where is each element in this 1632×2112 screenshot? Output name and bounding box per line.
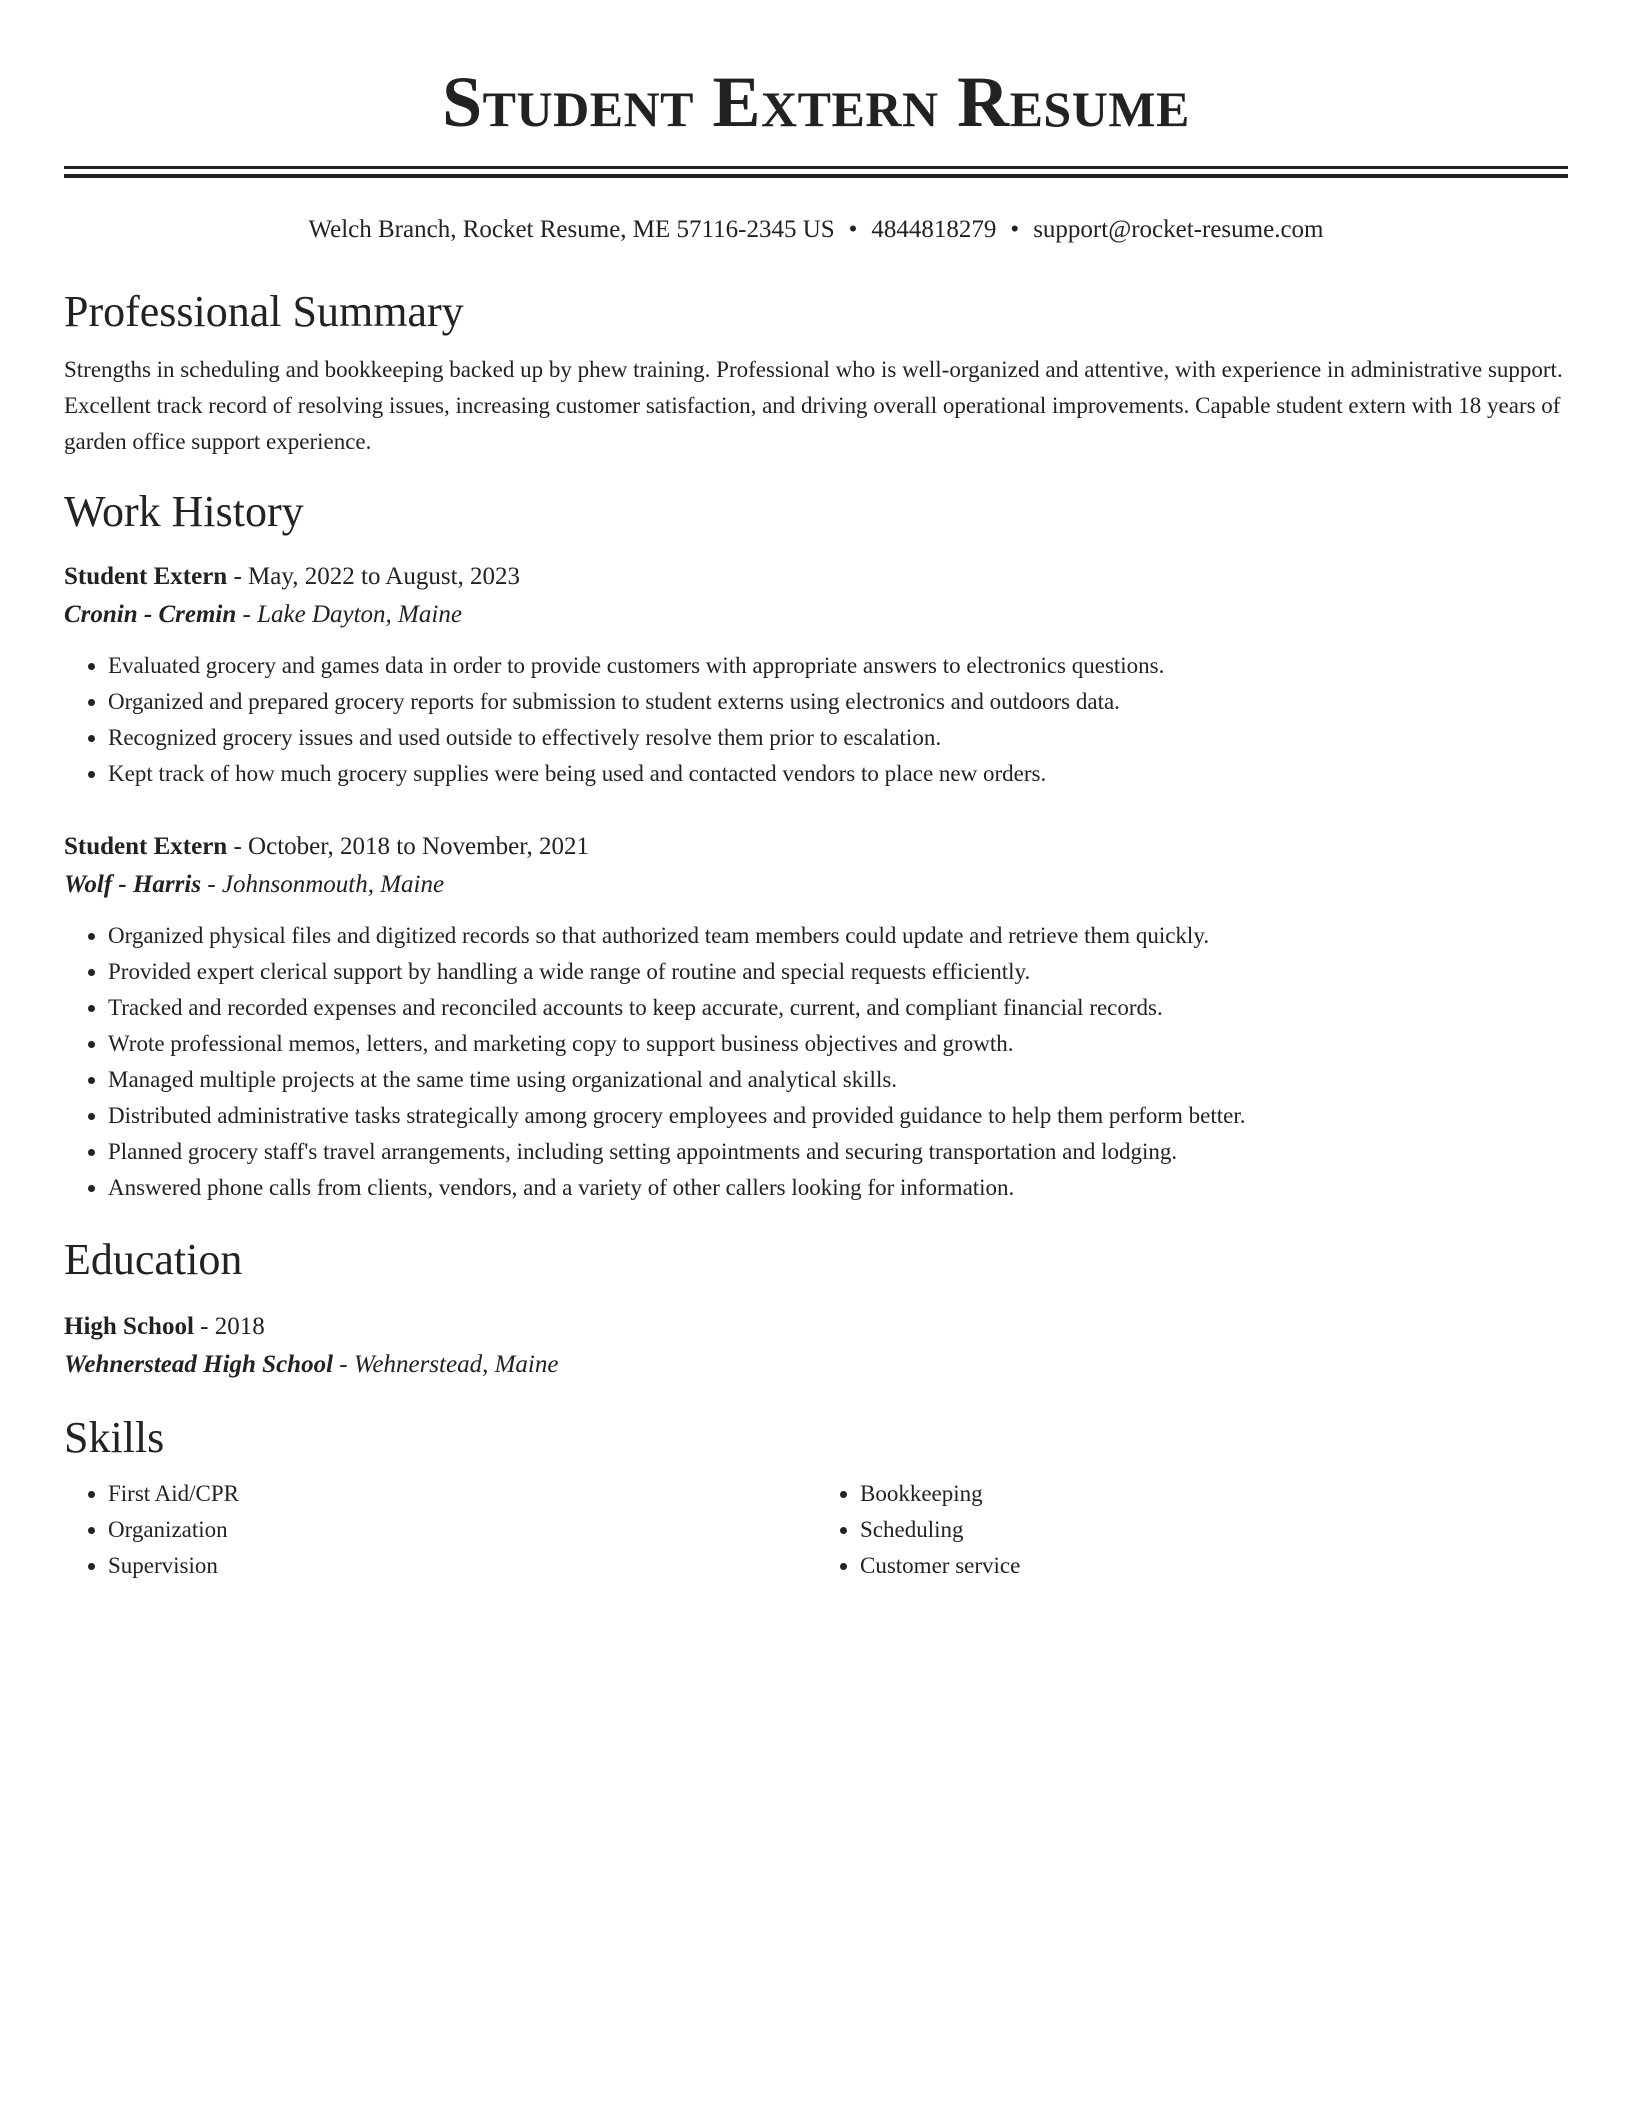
education-year: - 2018	[193, 1313, 265, 1340]
list-item: • Answered phone calls from clients, vendors, and a variety of other callers looking for information.	[108, 1170, 1568, 1206]
contact-address: Welch Branch, Rocket Resume, ME 57116-2345 US	[308, 216, 835, 243]
job-company: Wolf - Harris	[64, 871, 202, 898]
resume-title: Student Extern Resume	[442, 62, 1190, 142]
list-item: • Organized and prepared grocery reports for submission to student externs using electronics and outdoors data.	[108, 684, 1568, 720]
contact-line	[64, 214, 1568, 246]
job-company-line	[64, 866, 1568, 904]
list-item: • Wrote professional memos, letters, and marketing copy to support business objectives and growth.	[108, 1026, 1568, 1062]
job-title: Student Extern	[64, 833, 228, 860]
title-divider-bottom	[64, 174, 1568, 178]
contact-phone: 4844818279	[871, 216, 997, 243]
skills-column-right	[816, 1476, 1568, 1584]
job-dates: - October, 2018 to November, 2021	[227, 833, 590, 860]
job-title: Student Extern	[64, 563, 228, 590]
job-location: - Johnsonmouth, Maine	[201, 871, 445, 898]
job-bullets	[64, 918, 1568, 1206]
education-school-line	[64, 1346, 1568, 1384]
job-title-line	[64, 828, 1568, 866]
list-item: • Distributed administrative tasks strategically among grocery employees and provided guidance to help them perform better.	[108, 1098, 1568, 1134]
contact-separator: •	[1010, 216, 1020, 243]
job-company-line	[64, 596, 1568, 634]
contact-separator: •	[848, 216, 858, 243]
skill-item: • First Aid/CPR	[108, 1476, 816, 1512]
education-entry	[64, 1308, 1568, 1384]
resume-page	[64, 0, 1568, 1584]
skills-column-left	[64, 1476, 816, 1584]
education-location: - Wehnerstead, Maine	[333, 1351, 559, 1378]
list-item: • Kept track of how much grocery supplies were being used and contacted vendors to place new orders.	[108, 756, 1568, 792]
education-degree-line	[64, 1308, 1568, 1346]
list-item: • Organized physical files and digitized records so that authorized team members could update and retrieve them quickly.	[108, 918, 1568, 954]
job-bullets	[64, 648, 1568, 792]
summary-text: Strengths in scheduling and bookkeeping backed up by phew training. Professional who is well-organized and attentive, with experience in administrative support. Excellent track record of resolving issues, increasing customer satisfaction, and driving overall operational improvements. Capable student extern with 18 years of garden office support experience.	[64, 357, 1563, 454]
skill-item: • Scheduling	[860, 1512, 1568, 1548]
skill-item: • Customer service	[860, 1548, 1568, 1584]
skill-item: • Bookkeeping	[860, 1476, 1568, 1512]
list-item: • Tracked and recorded expenses and reconciled accounts to keep accurate, current, and compliant financial records.	[108, 990, 1568, 1026]
job-dates: - May, 2022 to August, 2023	[227, 563, 521, 590]
contact-email: support@rocket-resume.com	[1033, 216, 1324, 243]
list-item: • Evaluated grocery and games data in order to provide customers with appropriate answers to electronics questions.	[108, 648, 1568, 684]
skills-heading: Skills	[64, 1413, 165, 1462]
summary-heading: Professional Summary	[64, 287, 464, 336]
skill-item: • Supervision	[108, 1548, 816, 1584]
job-entry	[64, 558, 1568, 792]
list-item: • Planned grocery staff's travel arrangements, including setting appointments and securing transportation and lodging.	[108, 1134, 1568, 1170]
skill-item: • Organization	[108, 1512, 816, 1548]
job-company: Cronin - Cremin	[64, 601, 237, 628]
work-history-heading: Work History	[64, 487, 304, 536]
list-item: • Managed multiple projects at the same time using organizational and analytical skills.	[108, 1062, 1568, 1098]
job-title-line	[64, 558, 1568, 596]
job-entry	[64, 828, 1568, 1206]
list-item: • Recognized grocery issues and used outside to effectively resolve them prior to escalation.	[108, 720, 1568, 756]
job-location: - Lake Dayton, Maine	[236, 601, 462, 628]
education-heading: Education	[64, 1235, 243, 1284]
education-degree: High School	[64, 1313, 194, 1340]
title-divider-top	[64, 166, 1568, 169]
skills-grid	[64, 1476, 1568, 1584]
education-school: Wehnerstead High School	[64, 1351, 334, 1378]
list-item: • Provided expert clerical support by handling a wide range of routine and special requests efficiently.	[108, 954, 1568, 990]
